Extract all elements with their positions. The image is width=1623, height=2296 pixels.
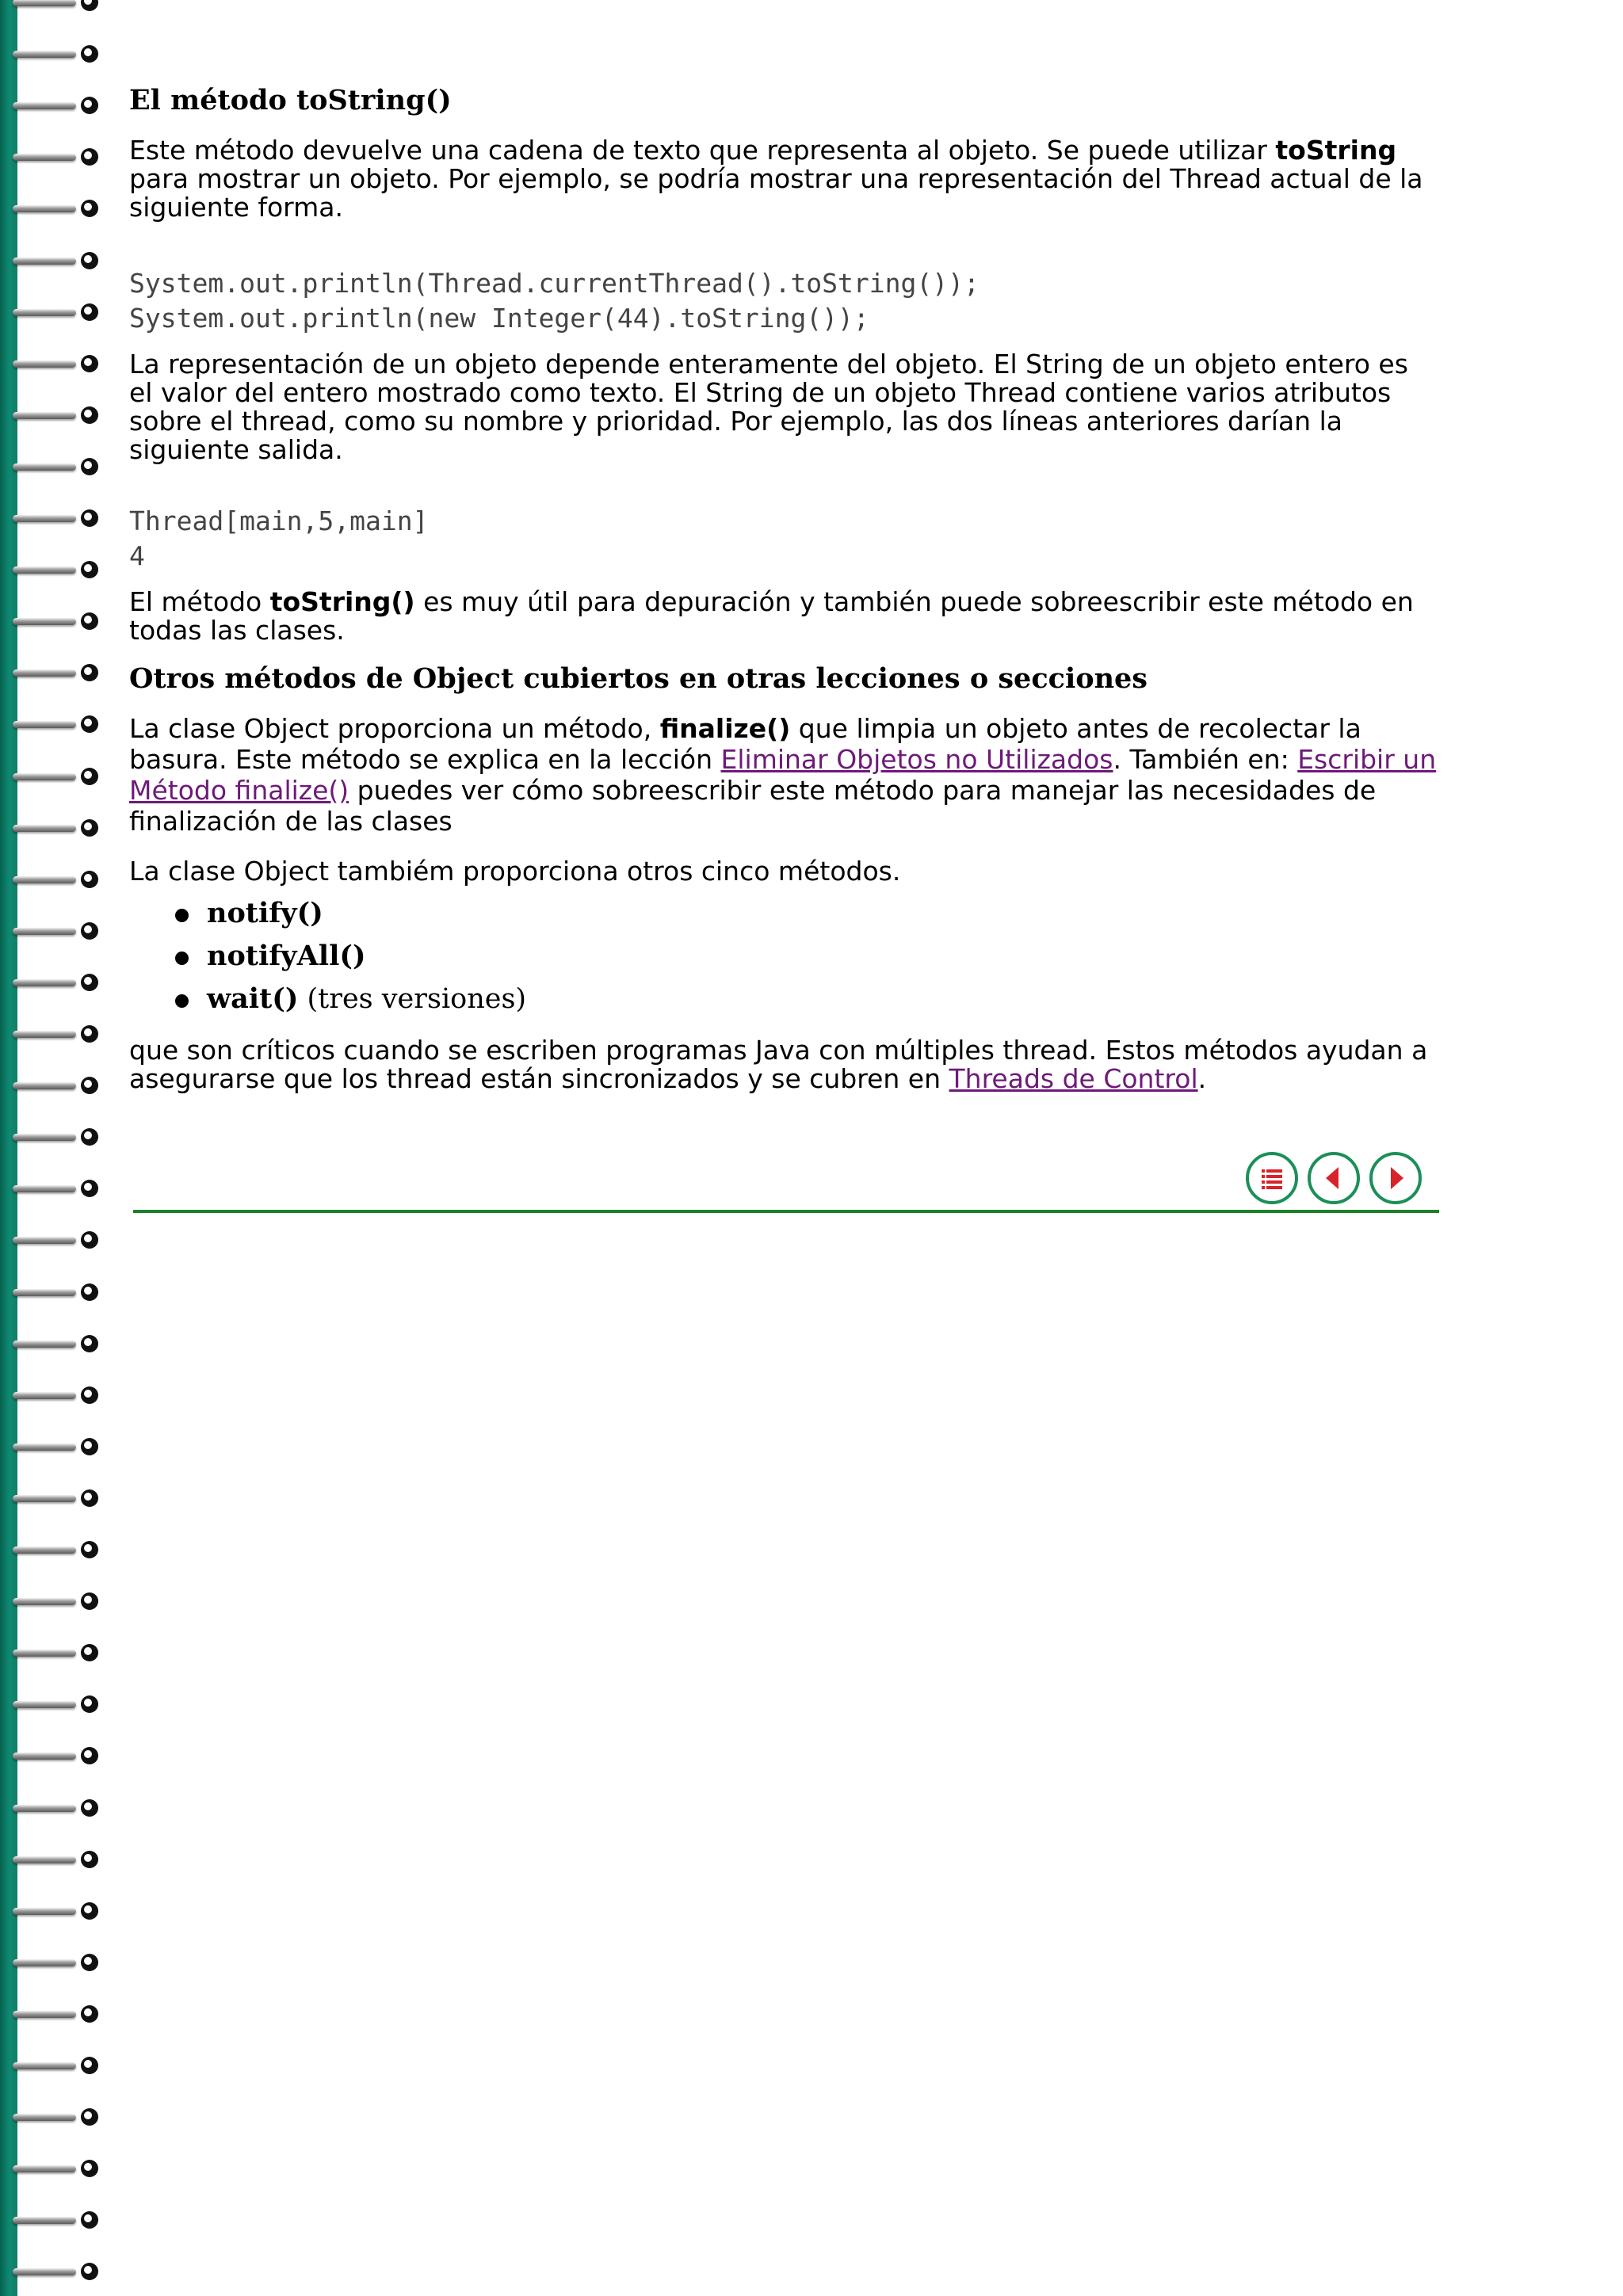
spiral-ring	[8, 1798, 100, 1818]
section-heading-tostring: El método toString()	[129, 84, 452, 116]
spiral-ring	[8, 611, 100, 631]
paragraph-finalize	[129, 713, 1438, 837]
bullet-icon	[175, 952, 189, 965]
spiral-ring	[8, 1282, 100, 1302]
bullet-icon	[175, 909, 189, 922]
spiral-ring	[8, 1178, 100, 1199]
paragraph-other-five-methods: La clase Object tambiém proporciona otros cinco métodos.	[129, 856, 901, 887]
spiral-ring	[8, 1075, 100, 1096]
bold-method-name: finalize()	[659, 713, 791, 744]
document-body	[129, 82, 1438, 1093]
text-span: . También en:	[1113, 744, 1298, 775]
method-name: wait()	[207, 982, 299, 1015]
previous-arrow-icon[interactable]	[1308, 1152, 1360, 1204]
spiral-ring	[8, 1127, 100, 1147]
link-eliminar-objetos[interactable]: Eliminar Objetos no Utilizados	[720, 744, 1113, 775]
text-span: (tres versiones)	[298, 983, 527, 1015]
spiral-ring	[8, 2210, 100, 2230]
list-icon[interactable]	[1246, 1152, 1298, 1204]
spiral-ring	[8, 869, 100, 890]
spiral-ring	[8, 44, 100, 64]
text-span: puedes ver cómo sobreescribir este método para manejar las necesidades de finalización de las clases	[129, 775, 1377, 837]
spiral-ring	[8, 1901, 100, 1921]
spiral-ring	[8, 1436, 100, 1457]
spiral-ring	[8, 2107, 100, 2127]
list-item	[129, 935, 1438, 978]
spiral-ring	[8, 662, 100, 683]
code-block-output	[129, 504, 1438, 574]
spiral-ring	[8, 147, 100, 167]
spiral-rings	[0, 0, 103, 2296]
bold-method-name: toString	[1275, 135, 1397, 166]
code-line: Thread[main,5,main]	[129, 505, 429, 536]
link-threads-de-control[interactable]: Threads de Control	[949, 1063, 1198, 1094]
spiral-ring	[8, 1333, 100, 1354]
spiral-ring	[8, 1849, 100, 1870]
spiral-ring	[8, 1230, 100, 1250]
link-escribir-finalize[interactable]: Escribir un Método finalize()	[129, 744, 1437, 806]
text-span: .	[1197, 1063, 1207, 1094]
spiral-ring	[8, 95, 100, 116]
paragraph-tostring-intro	[129, 136, 1438, 222]
spiral-ring	[8, 1539, 100, 1560]
code-line: System.out.println(Thread.currentThread().toString());	[129, 268, 980, 299]
code-line: 4	[129, 540, 145, 571]
paragraph-tostring-usage	[129, 588, 1438, 645]
footer-rule	[133, 1210, 1439, 1213]
text-span: que limpia un objeto antes de recolectar la basura. Este método se explica en la lección	[129, 713, 1361, 775]
spiral-ring	[8, 766, 100, 787]
spiral-ring	[8, 1745, 100, 1766]
spiral-ring	[8, 1952, 100, 1973]
methods-list	[129, 892, 1438, 1020]
spiral-ring	[8, 508, 100, 528]
spiral-ring	[8, 1642, 100, 1663]
spiral-ring	[8, 1488, 100, 1508]
spiral-ring	[8, 559, 100, 580]
method-name: notifyAll()	[207, 940, 366, 972]
text-span: que son críticos cuando se escriben programas Java con múltiples thread. Estos métodos ayudan a asegurarse que los thread están sincronizados y se cubren en	[129, 1035, 1428, 1094]
bold-method-name: toString()	[269, 586, 415, 617]
section-heading-other-methods: Otros métodos de Object cubiertos en otras lecciones o secciones	[129, 662, 1148, 695]
code-line: System.out.println(new Integer(44).toString());	[129, 303, 869, 334]
spiral-ring	[8, 2055, 100, 2076]
spiral-ring	[8, 302, 100, 322]
spiral-ring	[8, 972, 100, 993]
spiral-ring	[8, 818, 100, 838]
spiral-ring	[8, 714, 100, 734]
text-span: El método	[129, 586, 270, 617]
spiral-ring	[8, 1591, 100, 1611]
paragraph-representation: La representación de un objeto depende enteramente del objeto. El String de un objeto entero es el valor del entero mostrado como texto. El String de un objeto Thread contiene varios atributos sobre el thread, como su nombre y prioridad. Por ejemplo, las dos líneas anteriores darían la siguiente salida.	[129, 349, 1408, 465]
spiral-ring	[8, 353, 100, 374]
spiral-ring	[8, 250, 100, 271]
spiral-ring	[8, 2261, 100, 2282]
spiral-ring	[8, 0, 100, 13]
code-block-println	[129, 266, 1438, 336]
spiral-ring	[8, 921, 100, 941]
page-navigation	[1246, 1152, 1422, 1207]
spiral-ring	[8, 1024, 100, 1044]
spiral-ring	[8, 456, 100, 477]
spiral-ring	[8, 198, 100, 219]
spiral-ring	[8, 1694, 100, 1714]
next-arrow-icon[interactable]	[1369, 1152, 1422, 1204]
list-item	[129, 978, 1438, 1020]
text-span: es muy útil para depuración y también puede sobreescribir este método en todas las clases.	[129, 586, 1414, 646]
text-span: La clase Object proporciona un método,	[129, 713, 660, 744]
text-span: Este método devuelve una cadena de texto que representa al objeto. Se puede utilizar	[129, 135, 1276, 166]
spiral-ring	[8, 2158, 100, 2179]
paragraph-thread-sync	[129, 1036, 1438, 1093]
bullet-icon	[175, 994, 189, 1008]
spiral-ring	[8, 1385, 100, 1405]
spiral-ring	[8, 2004, 100, 2024]
text-span: para mostrar un objeto. Por ejemplo, se podría mostrar una representación del Thread actual de la siguiente forma.	[129, 163, 1423, 223]
method-name: notify()	[207, 897, 323, 929]
list-item	[129, 892, 1438, 935]
spiral-ring	[8, 405, 100, 425]
